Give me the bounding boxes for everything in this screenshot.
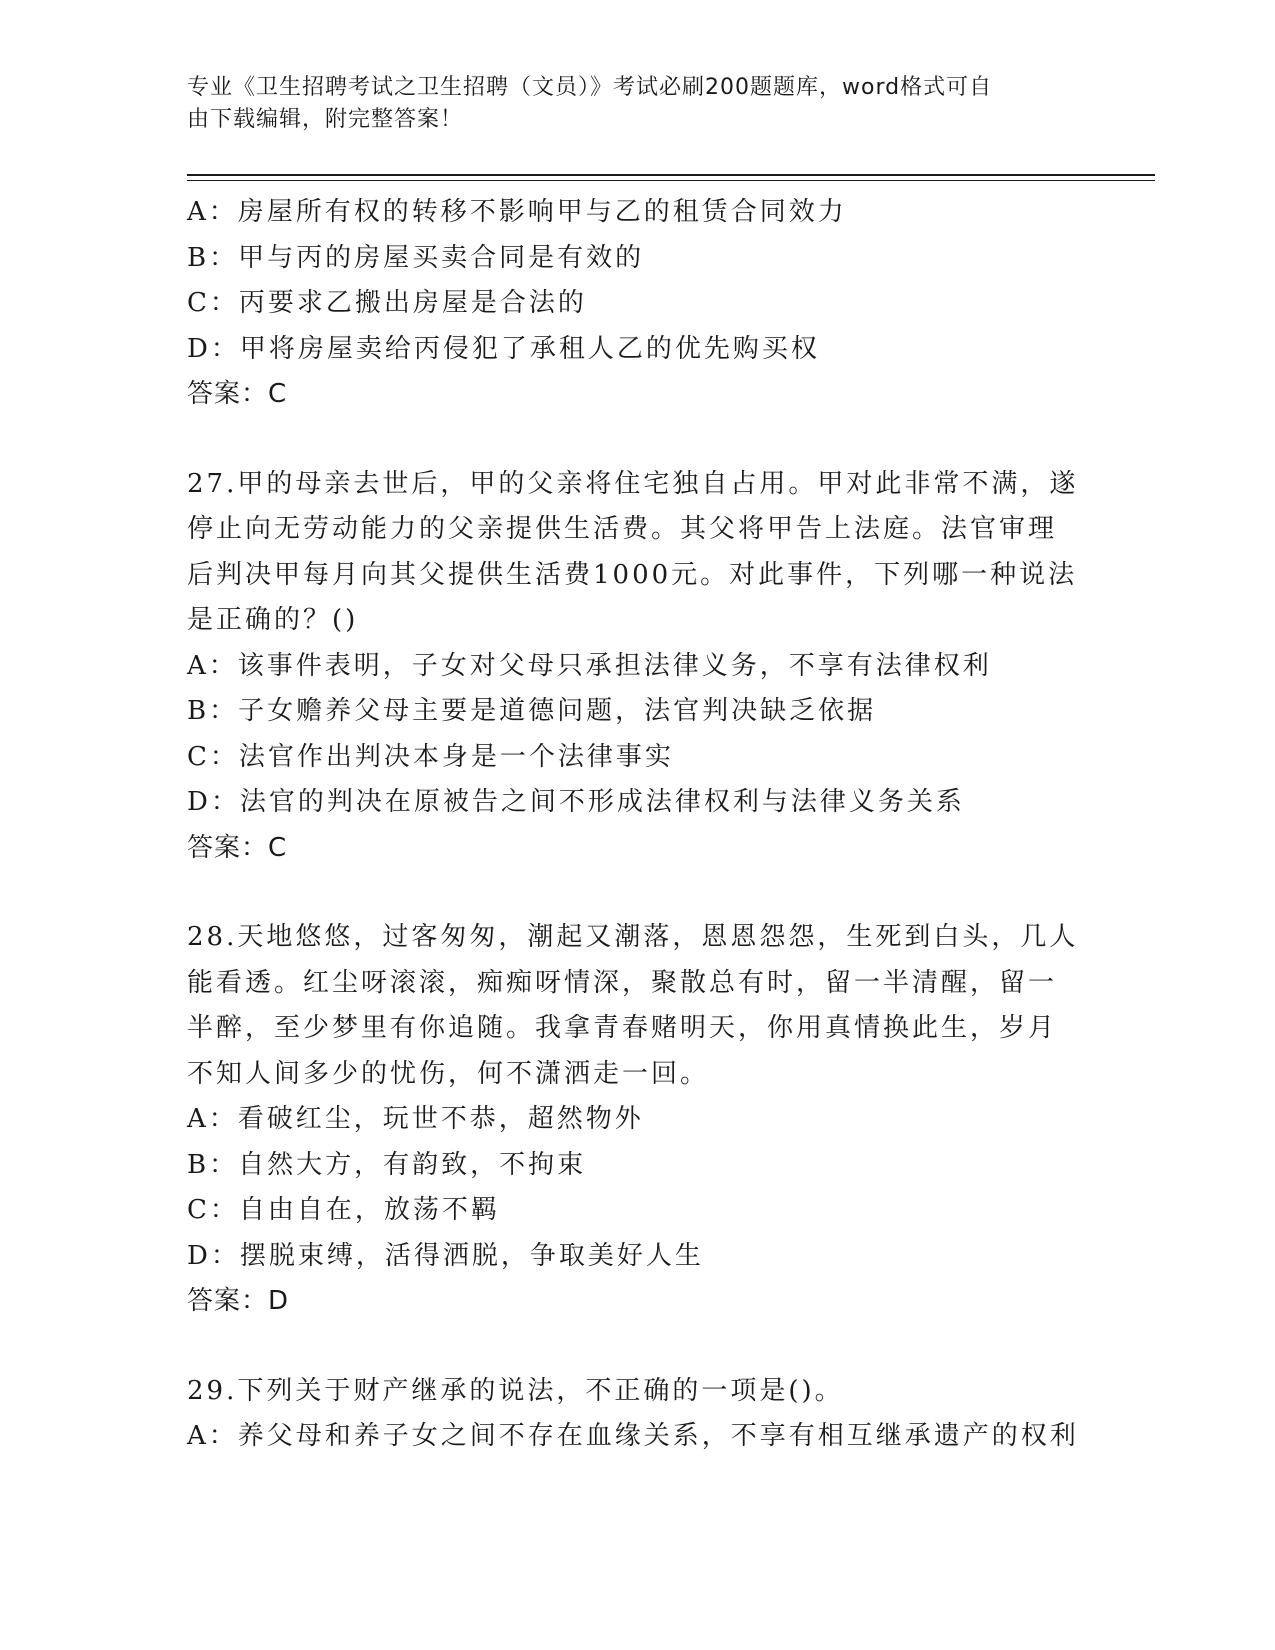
question-content bbox=[187, 190, 1077, 1460]
option-d: D：摆脱束缚，活得洒脱，争取美好人生 bbox=[187, 1240, 704, 1271]
option-c: C：法官作出判决本身是一个法律事实 bbox=[187, 741, 674, 772]
header-divider-thin bbox=[187, 180, 1155, 181]
question-stem-line: 27.甲的母亲去世后，甲的父亲将住宅独自占用。甲对此非常不满，遂 bbox=[187, 468, 1079, 499]
spacer bbox=[187, 871, 1077, 915]
document-header bbox=[187, 72, 1067, 136]
option-a: A：养父母和养子女之间不存在血缘关系，不享有相互继承遗产的权利 bbox=[187, 1421, 1079, 1451]
option-b: B：自然大方，有韵致，不拘束 bbox=[187, 1149, 587, 1180]
header-divider-thick bbox=[187, 174, 1155, 176]
question-stem-line: 能看透。红尘呀滚滚，痴痴呀情深，聚散总有时，留一半清醒，留一 bbox=[187, 967, 1058, 998]
option-d: D：甲将房屋卖给丙侵犯了承租人乙的优先购买权 bbox=[187, 333, 820, 364]
option-d: D：法官的判决在原被告之间不形成法律权利与法律义务关系 bbox=[187, 787, 965, 817]
header-title-line-2: 由下载编辑，附完整答案！ bbox=[187, 107, 464, 132]
option-a: A：房屋所有权的转移不影响甲与乙的租赁合同效力 bbox=[187, 197, 847, 227]
option-b: B：甲与丙的房屋买卖合同是有效的 bbox=[187, 242, 645, 273]
question-stem-line: 28.天地悠悠，过客匆匆，潮起又潮落，恩恩怨怨，生死到白头，几人 bbox=[187, 922, 1079, 952]
question-stem-line: 后判决甲每月向其父提供生活费1000元。对此事件，下列哪一种说法 bbox=[187, 559, 1078, 590]
question-stem-line: 不知人间多少的忧伤，何不潇洒走一回。 bbox=[187, 1058, 710, 1089]
answer-line: 答案：D bbox=[187, 1286, 290, 1316]
question-stem-line: 半醉，至少梦里有你追随。我拿青春赌明天，你用真情换此生，岁月 bbox=[187, 1013, 1058, 1043]
question-29 bbox=[187, 1369, 1077, 1460]
option-c: C：丙要求乙搬出房屋是合法的 bbox=[187, 288, 587, 318]
option-a: A：看破红尘，玩世不恭，超然物外 bbox=[187, 1104, 644, 1134]
header-title-line-1: 专业《卫生招聘考试之卫生招聘（文员）》考试必刷200题题库，word格式可自 bbox=[187, 75, 993, 100]
spacer bbox=[187, 418, 1077, 462]
question-stem-line: 是正确的？() bbox=[187, 605, 359, 635]
question-stem-line: 29.下列关于财产继承的说法，不正确的一项是()。 bbox=[187, 1375, 844, 1406]
question-stem-line: 停止向无劳动能力的父亲提供生活费。其父将甲告上法庭。法官审理 bbox=[187, 514, 1058, 544]
option-a: A：该事件表明，子女对父母只承担法律义务，不享有法律权利 bbox=[187, 650, 992, 681]
spacer bbox=[187, 1325, 1077, 1369]
answer-line: 答案：C bbox=[187, 832, 288, 863]
question-26 bbox=[187, 190, 1077, 418]
question-28 bbox=[187, 915, 1077, 1325]
option-c: C：自由自在，放荡不羁 bbox=[187, 1195, 500, 1225]
answer-line: 答案：C bbox=[187, 379, 288, 409]
question-27 bbox=[187, 462, 1077, 872]
option-b: B：子女赡养父母主要是道德问题，法官判决缺乏依据 bbox=[187, 696, 877, 726]
